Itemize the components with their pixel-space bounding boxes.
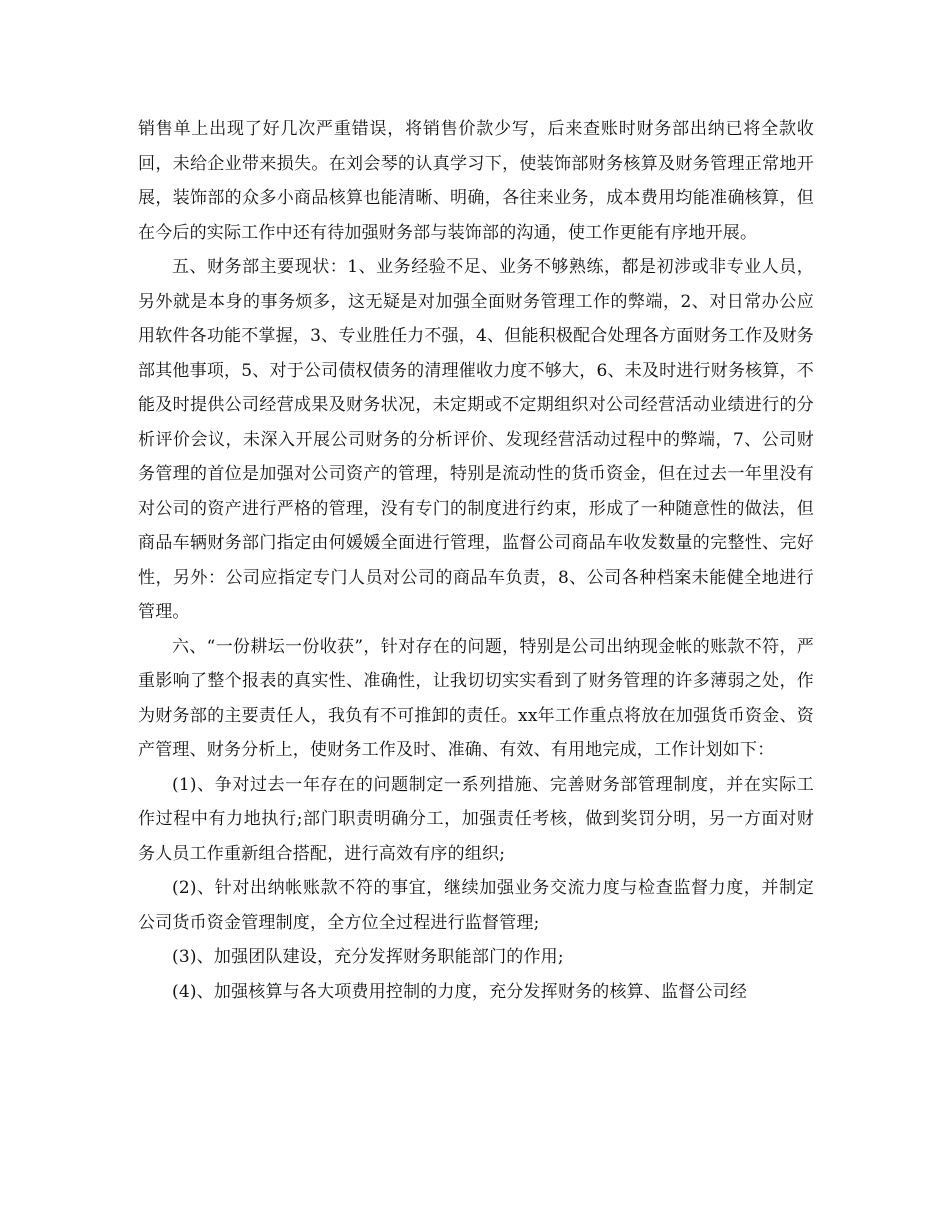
paragraph-2: 五、财务部主要现状：1、业务经验不足、业务不够熟练，都是初涉或非专业人员，另外就是本身的事务烦多，这无疑是对加强全面财务管理工作的弊端，2、对日常办公应用软件各功能不掌握，3、专业胜任力不强，4、但能积极配合处理各方面财务工作及财务部其他事项，5、对于公司债权债务的清理催收力度不够大，6、未及时进行财务核算，不能及时提供公司经营成果及财务状况，未定期或不定期组织对公司经营活动业绩进行的分析评价会议，未深入开展公司财务的分析评价、发现经营活动过程中的弊端，7、公司财务管理的首位是加强对公司资产的管理，特别是流动性的货币资金，但在过去一年里没有对公司的资产进行严格的管理，没有专门的制度进行约束，形成了一种随意性的做法，但商品车辆财务部门指定由何媛媛全面进行管理，监督公司商品车收发数量的完整性、完好性，另外：公司应指定专门人员对公司的商品车负责，8、公司各种档案未能健全地进行管理。	[138, 257, 814, 622]
paragraph-4: (1)、争对过去一年存在的问题制定一系列措施、完善财务部管理制度，并在实际工作过程中有力地执行;部门职责明确分工，加强责任考核，做到奖罚分明，另一方面对财务人员工作重新组合搭配，进行高效有序的组织;	[138, 774, 814, 864]
paragraph-7: (4)、加强核算与各大项费用控制的力度，充分发挥财务的核算、监督公司经	[172, 981, 748, 1002]
paragraph-3: 六、“一份耕坛一份收获”，针对存在的问题，特别是公司出纳现金帐的账款不符，严重影响了整个报表的真实性、准确性，让我切切实实看到了财务管理的许多薄弱之处，作为财务部的主要责任人，我负有不可推卸的责任。xx年工作重点将放在加强货币资金、资产管理、财务分析上，使财务工作及时、准确、有效、有用地完成，工作计划如下：	[138, 636, 814, 760]
document-body	[138, 112, 814, 1009]
paragraph-1: 销售单上出现了好几次严重错误，将销售价款少写，后来查账时财务部出纳已将全款收回，未给企业带来损失。在刘会琴的认真学习下，使装饰部财务核算及财务管理正常地开展，装饰部的众多小商品核算也能清晰、明确，各往来业务，成本费用均能准确核算，但在今后的实际工作中还有待加强财务部与装饰部的沟通，使工作更能有序地开展。	[138, 119, 814, 243]
paragraph-6: (3)、加强团队建设，充分发挥财务职能部门的作用;	[172, 947, 564, 967]
paragraph-5: (2)、针对出纳帐账款不符的事宜，继续加强业务交流力度与检查监督力度，并制定公司货币资金管理制度，全方位全过程进行监督管理;	[138, 878, 814, 933]
